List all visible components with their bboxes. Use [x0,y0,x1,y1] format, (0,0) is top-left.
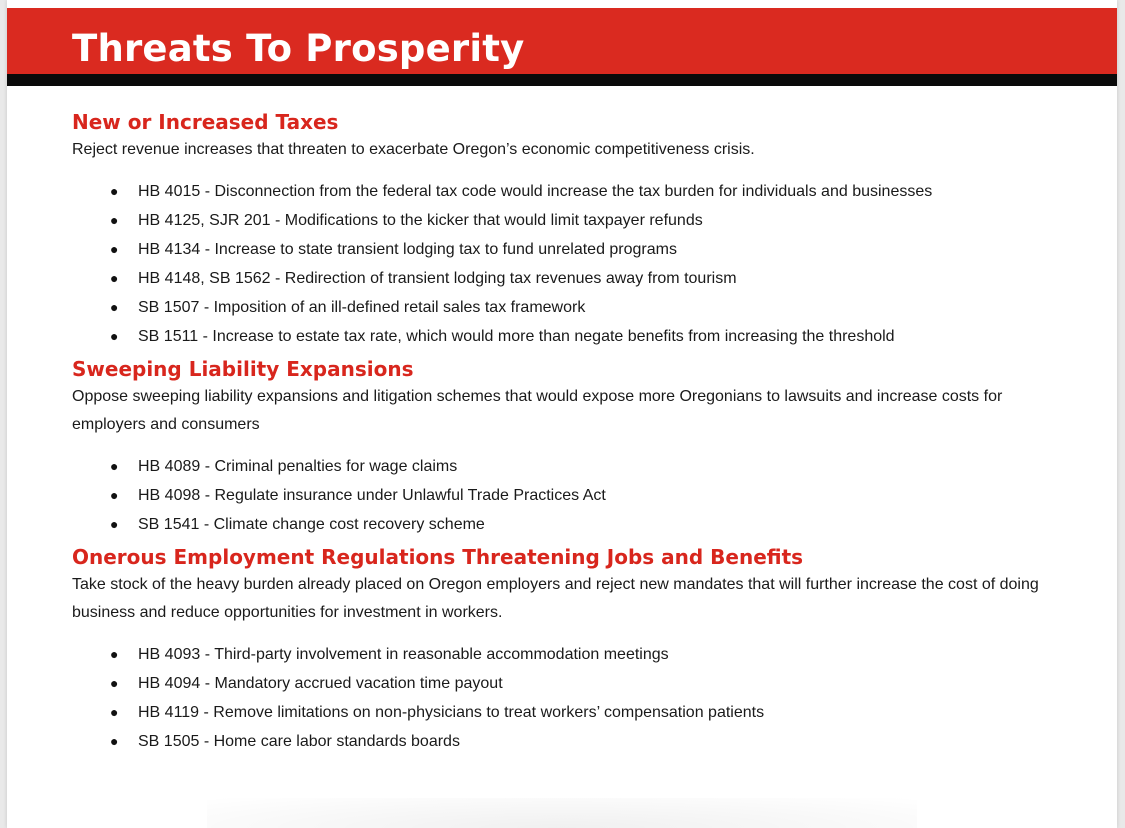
bullet-icon: ● [110,299,119,315]
section-heading: Onerous Employment Regulations Threatening Jobs and Benefits [72,545,804,569]
list-item-text: HB 4094 - Mandatory accrued vacation time payout [138,675,503,692]
list-item-text: HB 4134 - Increase to state transient lodging tax to fund unrelated programs [138,241,677,258]
bill-list [72,177,1062,351]
list-item [72,293,1062,322]
list-item [72,206,1062,235]
list-item-text: SB 1505 - Home care labor standards boards [138,733,460,750]
title-banner [7,8,1117,74]
list-item-text: HB 4125, SJR 201 - Modifications to the kicker that would limit taxpayer refunds [138,212,703,229]
bullet-icon: ● [110,704,119,720]
list-item-text: HB 4093 - Third-party involvement in reasonable accommodation meetings [138,646,669,663]
section-description: Reject revenue increases that threaten to exacerbate Oregon’s economic competitiveness crisis. [72,141,755,158]
list-item-text: HB 4098 - Regulate insurance under Unlawful Trade Practices Act [138,487,606,504]
bill-list [72,640,1062,756]
list-item [72,235,1062,264]
bullet-icon: ● [110,646,119,662]
list-item-text: HB 4089 - Criminal penalties for wage claims [138,458,458,475]
section-description: Take stock of the heavy burden already placed on Oregon employers and reject new mandates that will further increase the cost of doing business and reduce opportunities for investment in workers. [72,576,1039,621]
list-item [72,510,1062,539]
section-2 [72,355,1062,539]
list-item [72,698,1062,727]
bullet-icon: ● [110,487,119,503]
list-item [72,322,1062,351]
list-item [72,452,1062,481]
list-item [72,264,1062,293]
bullet-icon: ● [110,241,119,257]
bullet-icon: ● [110,212,119,228]
bullet-icon: ● [110,183,119,199]
banner-divider [7,74,1117,86]
section-heading: Sweeping Liability Expansions [72,357,414,381]
section-description: Oppose sweeping liability expansions and litigation schemes that would expose more Oregonians to lawsuits and increase costs for employers and consumers [72,388,1003,433]
list-item-text: SB 1511 - Increase to estate tax rate, which would more than negate benefits from increasing the threshold [138,328,895,345]
list-item-text: SB 1541 - Climate change cost recovery scheme [138,516,485,533]
bullet-icon: ● [110,458,119,474]
document-page [7,0,1117,828]
list-item [72,727,1062,756]
page-title: Threats To Prosperity [72,27,525,70]
bullet-icon: ● [110,516,119,532]
bullet-icon: ● [110,675,119,691]
bullet-icon: ● [110,328,119,344]
list-item [72,177,1062,206]
list-item-text: HB 4148, SB 1562 - Redirection of transient lodging tax revenues away from tourism [138,270,737,287]
document-content [72,108,1062,760]
list-item-text: HB 4119 - Remove limitations on non-physicians to treat workers’ compensation patients [138,704,765,721]
list-item-text: SB 1507 - Imposition of an ill-defined retail sales tax framework [138,299,586,316]
bill-list [72,452,1062,539]
list-item [72,669,1062,698]
section-heading: New or Increased Taxes [72,110,339,134]
list-item-text: HB 4015 - Disconnection from the federal tax code would increase the tax burden for individuals and businesses [138,183,933,200]
section-1 [72,108,1062,351]
list-item [72,481,1062,510]
bullet-icon: ● [110,733,119,749]
section-3 [72,543,1062,756]
bullet-icon: ● [110,270,119,286]
list-item [72,640,1062,669]
